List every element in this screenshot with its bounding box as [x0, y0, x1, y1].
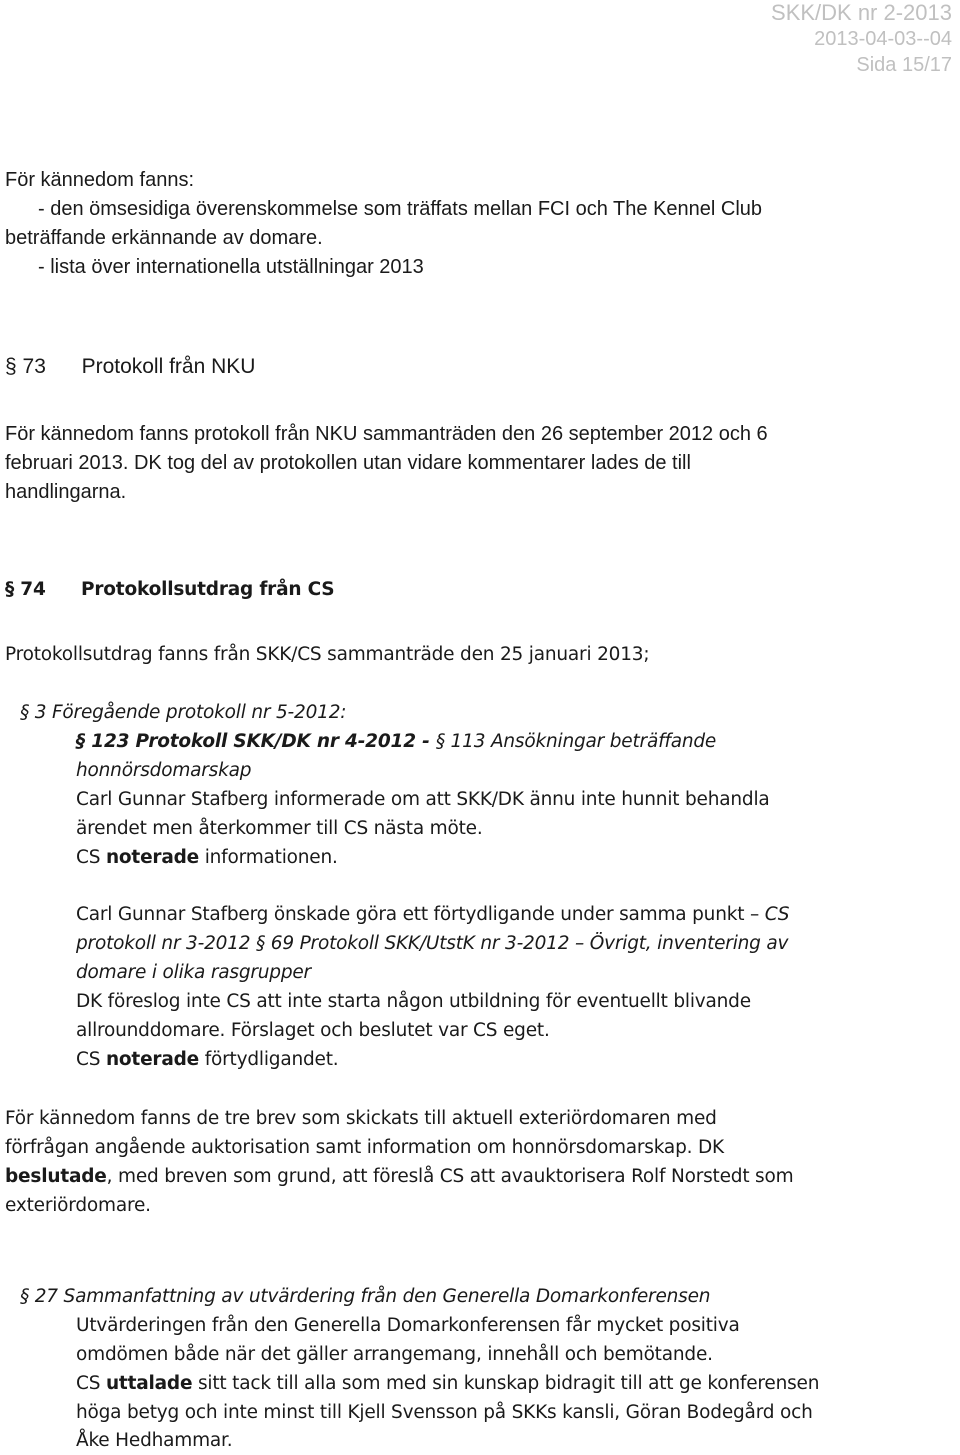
sec73-heading [5, 353, 255, 381]
sec74-e3-bold: beslutade [5, 1166, 107, 1187]
sec74-c3 [76, 844, 338, 872]
sec74-f3 [76, 1370, 819, 1398]
sec74-heading [5, 576, 334, 604]
sec74-d1 [76, 901, 789, 929]
sec74-f3-post: sitt tack till alla som med sin kunskap bidragit till att ge konferensen [192, 1373, 820, 1394]
sec74-f3-pre: CS [76, 1373, 106, 1394]
sec74-c3-pre: CS [76, 847, 106, 868]
sec74-d4: DK föreslog inte CS att inte starta någon utbildning för eventuellt blivande [76, 991, 751, 1012]
sec74-d1-pre: Carl Gunnar Stafberg önskade göra ett förtydligande under samma punkt – [76, 904, 765, 925]
sec72-bullet-1: - den ömsesidiga överenskommelse som träffats mellan FCI och The Kennel Club [38, 198, 763, 220]
sec74-e1: För kännedom fanns de tre brev som skickats till aktuell exteriördomaren med [5, 1108, 717, 1129]
document-id: SKK/DK nr 2-2013 [771, 0, 952, 25]
sec74-c3-post: informationen. [199, 847, 338, 868]
sec73-para-line-2: februari 2013. DK tog del av protokollen utan vidare kommentarer lades de till [5, 452, 691, 474]
sec74-intro: Protokollsutdrag fanns från SKK/CS sammanträde den 25 januari 2013; [5, 644, 650, 665]
sec74-d3: domare i olika rasgrupper [76, 962, 311, 983]
sec74-sub123 [76, 728, 716, 756]
sec72-bullet-2: - lista över internationella utställningar 2013 [38, 256, 424, 278]
sec74-e4: exteriördomare. [5, 1195, 151, 1216]
sec74-c3-bold: noterade [105, 847, 200, 868]
sec72-bullet-1-cont: beträffande erkännande av domare. [5, 227, 323, 249]
sec74-f3-bold: uttalade [105, 1373, 193, 1394]
sec74-e3 [5, 1163, 793, 1191]
sec74-d6-bold: noterade [105, 1049, 200, 1070]
sec73-para-line-1: För kännedom fanns protokoll från NKU sammanträden den 26 september 2012 och 6 [5, 423, 768, 445]
sec74-d2: protokoll nr 3-2012 § 69 Protokoll SKK/UtstK nr 3-2012 – Övrigt, inventering av [76, 933, 789, 954]
sec74-e3-post: , med breven som grund, att föreslå CS att avauktorisera Rolf Norstedt som [106, 1166, 794, 1187]
sec74-c2: ärendet men återkommer till CS nästa möte. [76, 818, 483, 839]
sec74-sub3: § 3 Föregående protokoll nr 5-2012: [20, 702, 347, 723]
sec74-sub27: § 27 Sammanfattning av utvärdering från den Generella Domarkonferensen [20, 1286, 711, 1307]
sec74-number: § 74 [5, 579, 46, 600]
sec74-f2: omdömen både när det gäller arrangemang, innehåll och bemötande. [76, 1344, 713, 1365]
sec74-d5: allrounddomare. Förslaget och beslutet var CS eget. [76, 1020, 550, 1041]
sec74-f1: Utvärderingen från den Generella Domarkonferensen får mycket positiva [76, 1315, 740, 1336]
sec74-c1: Carl Gunnar Stafberg informerade om att SKK/DK ännu inte hunnit behandla [76, 789, 770, 810]
sec74-title: Protokollsutdrag från CS [81, 579, 335, 600]
sec73-para-line-3: handlingarna. [5, 481, 127, 503]
sec73-number: § 73 [5, 355, 46, 378]
sec74-d6-post: förtydligandet. [199, 1049, 339, 1070]
sec74-d6-pre: CS [76, 1049, 106, 1070]
sec72-intro: För kännedom fanns: [5, 169, 194, 191]
sec73-title: Protokoll från NKU [81, 355, 256, 378]
sec74-f5: Åke Hedhammar. [76, 1430, 233, 1451]
sec74-d1-italic: CS [764, 904, 790, 925]
sec74-e2: förfrågan angående auktorisation samt information om honnörsdomarskap. DK [5, 1137, 724, 1158]
page-header [771, 0, 952, 78]
meeting-dates: 2013-04-03--04 [814, 28, 952, 50]
page-number: Sida 15/17 [856, 54, 952, 76]
sec74-sub113-cont: honnörsdomarskap [76, 760, 252, 781]
sec74-sub123-bold: § 123 Protokoll SKK/DK nr 4-2012 - [76, 731, 436, 752]
sec74-sub113: § 113 Ansökningar beträffande [435, 731, 717, 752]
sec74-d6 [76, 1046, 338, 1074]
sec74-f4: höga betyg och inte minst till Kjell Svensson på SKKs kansli, Göran Bodegård och [76, 1402, 813, 1423]
